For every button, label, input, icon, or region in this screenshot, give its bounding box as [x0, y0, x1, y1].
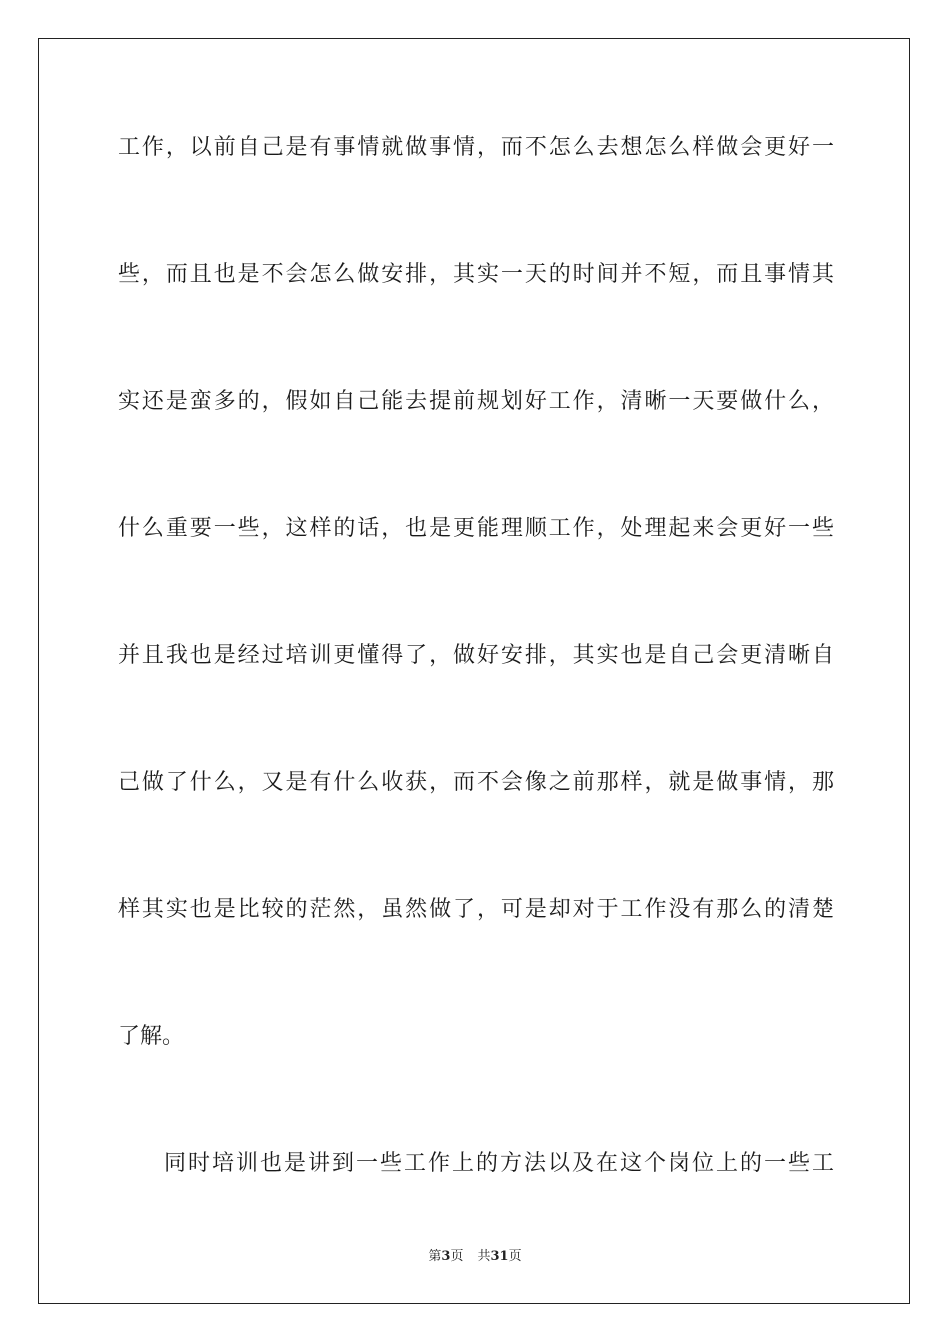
page-prefix: 第 [428, 1249, 442, 1264]
body-text-line: 工作，以前自己是有事情就做事情，而不怎么去想怎么样做会更好一 [118, 135, 834, 160]
body-text-line: 了解。 [118, 1024, 185, 1049]
total-prefix: 共 [477, 1249, 491, 1264]
body-text-line: 同时培训也是讲到一些工作上的方法以及在这个岗位上的一些工 [164, 1151, 834, 1176]
page-border [38, 38, 910, 1304]
body-text-line: 并且我也是经过培训更懂得了，做好安排，其实也是自己会更清晰自 [118, 643, 834, 668]
page-footer [0, 1247, 950, 1267]
body-text-line: 些，而且也是不会怎么做安排，其实一天的时间并不短，而且事情其 [118, 262, 834, 287]
total-pages: 31 [490, 1249, 509, 1264]
page-suffix: 页 [450, 1249, 464, 1264]
total-suffix: 页 [508, 1249, 522, 1264]
body-text-line: 什么重要一些，这样的话，也是更能理顺工作，处理起来会更好一些 [118, 516, 834, 541]
page-number: 3 [441, 1249, 451, 1264]
body-text-line: 己做了什么，又是有什么收获，而不会像之前那样，就是做事情，那 [118, 770, 834, 795]
body-text-line: 样其实也是比较的茫然，虽然做了，可是却对于工作没有那么的清楚 [118, 897, 834, 922]
body-text-line: 实还是蛮多的，假如自己能去提前规划好工作，清晰一天要做什么， [118, 389, 834, 414]
